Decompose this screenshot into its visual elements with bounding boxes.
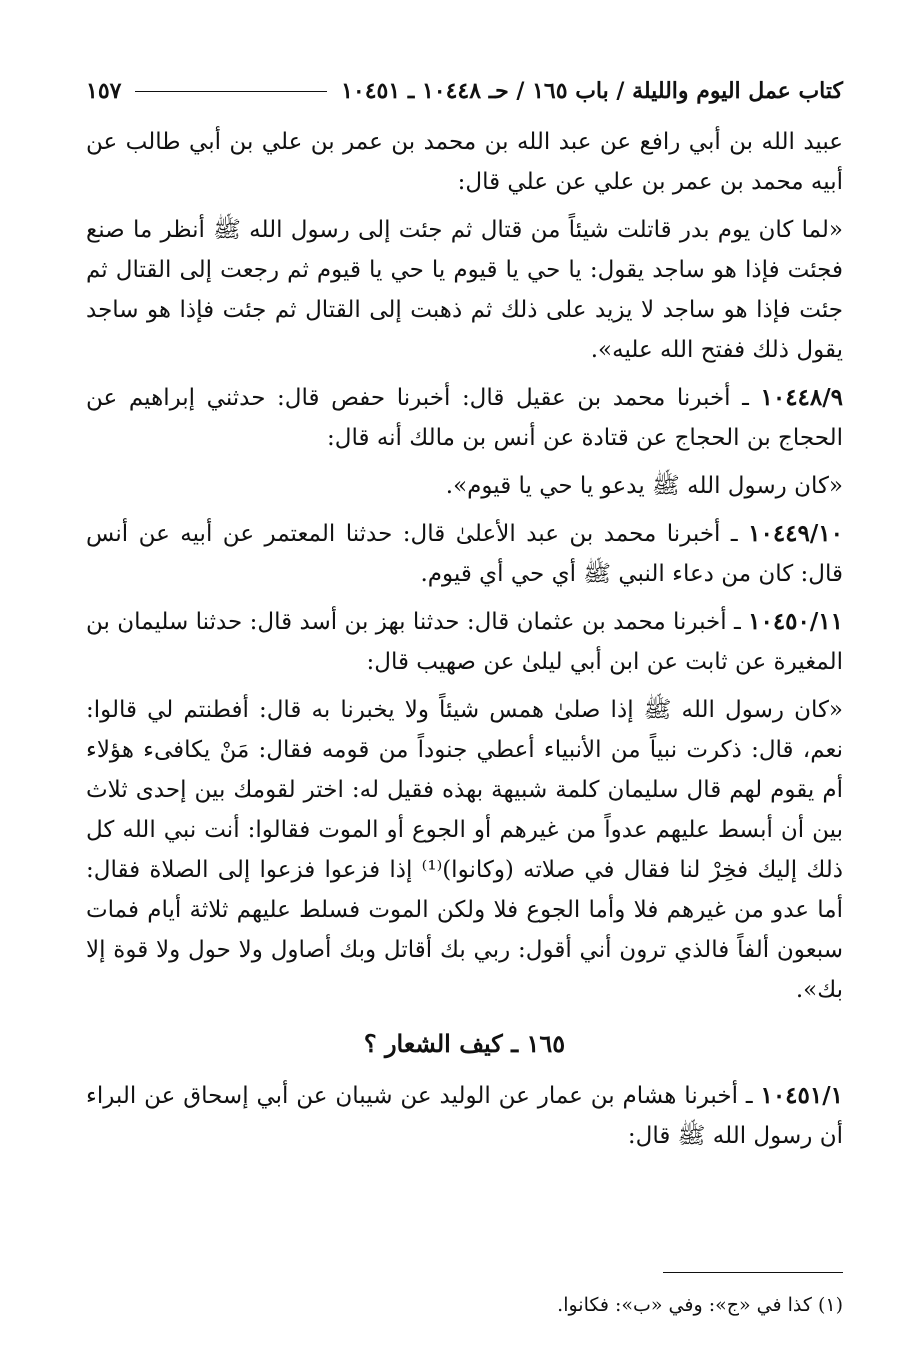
hadith-number: ١٠٤٤٨/٩ xyxy=(760,384,844,411)
footnote-rule xyxy=(663,1272,843,1273)
paragraph: «كان رسول الله ﷺ يدعو يا حي يا قيوم». xyxy=(445,473,843,499)
header-title: كتاب عمل اليوم والليلة / باب ١٦٥ / حـ ١٠٤٤٨ ـ ١٠٤٥١ xyxy=(341,78,843,104)
paragraph: عبيد الله بن أبي رافع عن عبد الله بن محمد بن عمر بن علي بن أبي طالب عن أبيه محمد بن عمر بن علي عن علي قال: xyxy=(86,129,843,195)
hadith-entry: ١٠٤٥٠/١١ ـ أخبرنا محمد بن عثمان قال: حدثنا بهز بن أسد قال: حدثنا سليمان بن المغيرة عن ثابت عن ابن أبي ليلىٰ عن صهيب قال: xyxy=(86,608,843,675)
paragraph: «كان رسول الله ﷺ إذا صلىٰ همس شيئاً ولا يخبرنا به قال: أفطنتم لي قالوا: نعم، قال: ذكرت نبياً من الأنبياء أعطي جنوداً من قومه فقال: مَنْ يكافىء هؤلاء أم يقوم لهم قال سليمان كلمة شبيهة بهذه فقيل له: اختر لقومك بين إحدى ثلاث بين أن أبسط عليهم عدواً من غيرهم أو الجوع أو الموت فقالوا: أنت نبي الله كل ذلك إليك فخِرْ لنا فقال في صلاته (وكانوا)⁽¹⁾ إذا فزعوا فزعوا إلى الصلاة فقال: أما عدو من غيرهم فلا وأما الجوع فلا ولكن الموت فسلط عليهم ثلاثة أيام فمات سبعون ألفاً فالذي ترون أني أقول: ربي بك أقاتل وبك أصاول ولا حول ولا قوة إلا بك». xyxy=(86,697,843,1003)
hadith-number: ١٠٤٤٩/١٠ xyxy=(748,520,843,547)
footnote: (١) كذا في «ج»: وفي «ب»: فكانوا. xyxy=(557,1294,843,1316)
paragraph: «لما كان يوم بدر قاتلت شيئاً من قتال ثم جئت إلى رسول الله ﷺ أنظر ما صنع فجئت فإذا هو ساجد يقول: يا حي يا قيوم يا حي يا قيوم ثم رجعت إلى القتال ثم جئت فإذا هو ساجد لا يزيد على ذلك ثم ذهبت إلى القتال ثم جئت فإذا هو ساجد يقول ذلك ففتح الله عليه». xyxy=(86,217,843,363)
running-header xyxy=(86,78,843,122)
header-rule xyxy=(135,91,327,92)
hadith-entry: ١٠٤٤٨/٩ ـ أخبرنا محمد بن عقيل قال: أخبرنا حفص قال: حدثني إبراهيم عن الحجاج بن الحجاج عن قتادة عن أنس بن مالك أنه قال: xyxy=(86,384,844,451)
hadith-entry: ١٠٤٥١/١ ـ أخبرنا هشام بن عمار عن الوليد عن شيبان عن أبي إسحاق عن البراء أن رسول الله ﷺ قال: xyxy=(86,1082,843,1149)
page-number: ١٥٧ xyxy=(86,78,122,104)
chapter-heading: ١٦٥ ـ كيف الشعار ؟ xyxy=(363,1029,566,1058)
hadith-entry: ١٠٤٤٩/١٠ ـ أخبرنا محمد بن عبد الأعلىٰ قال: حدثنا المعتمر عن أبيه عن أنس قال: كان من دعاء النبي ﷺ أي حي أي قيوم. xyxy=(86,520,843,587)
hadith-number: ١٠٤٥١/١ xyxy=(760,1082,843,1109)
hadith-number: ١٠٤٥٠/١١ xyxy=(748,608,843,635)
